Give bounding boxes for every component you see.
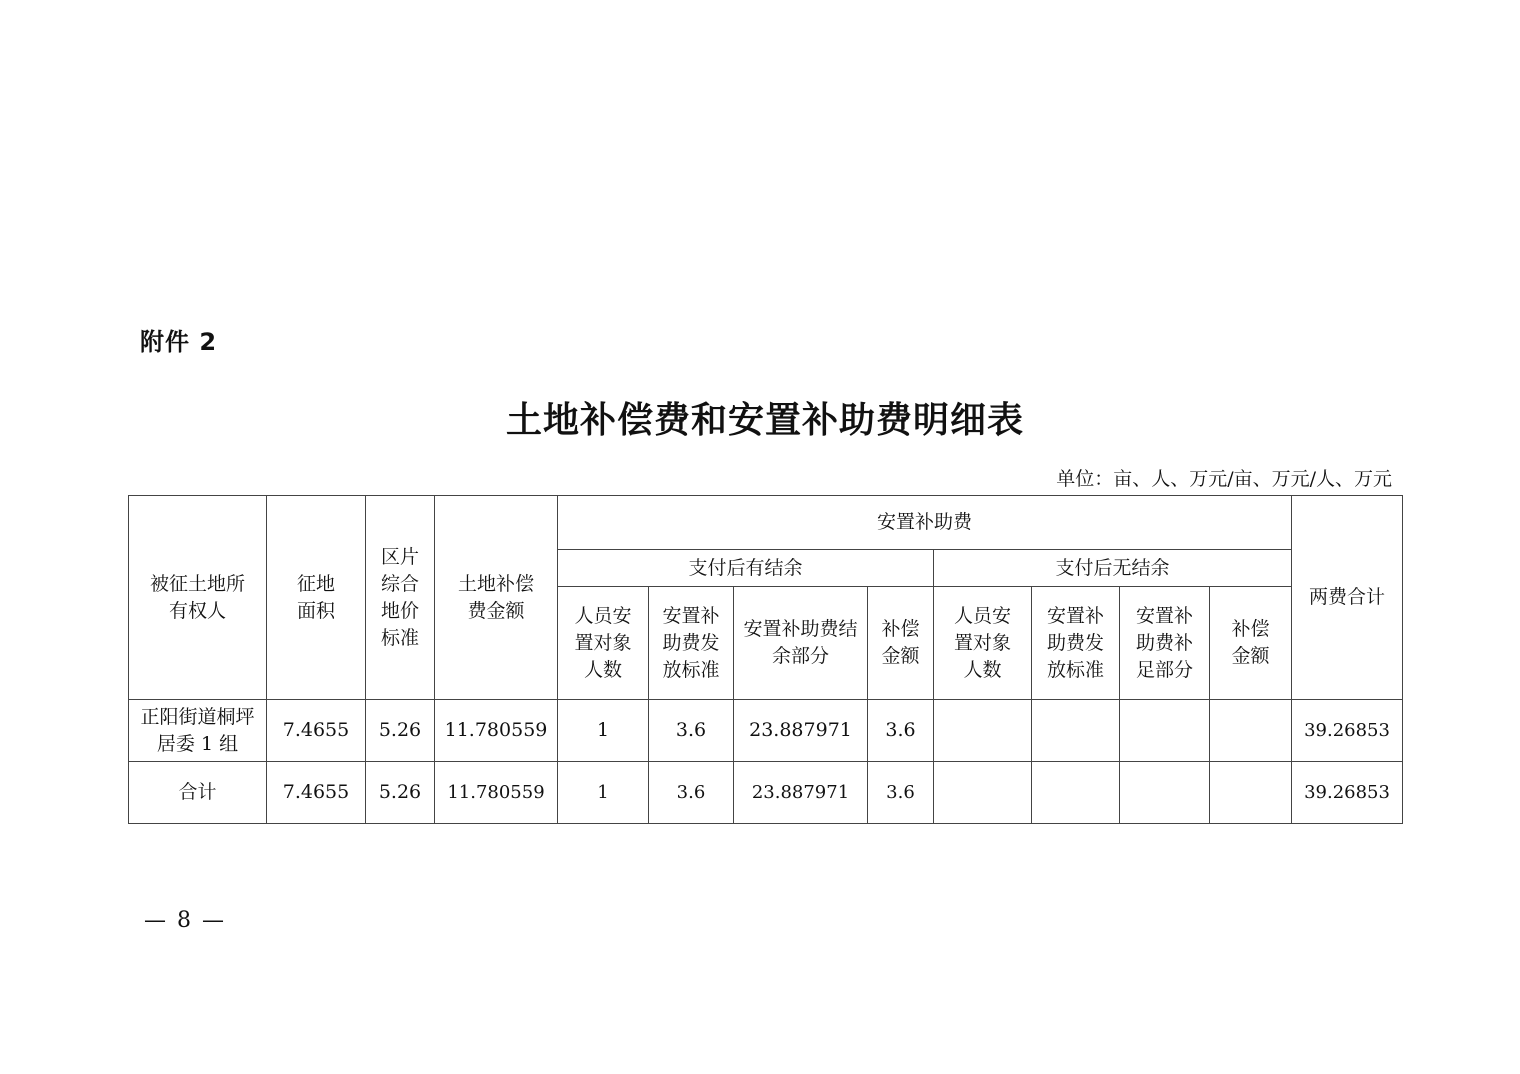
cell-ws-surplus: 23.887971 — [734, 762, 868, 824]
cell-wo-supplement — [1120, 762, 1210, 824]
cell-total: 39.26853 — [1292, 700, 1403, 762]
cell-wo-people — [934, 762, 1032, 824]
cell-ws-comp: 3.6 — [868, 700, 934, 762]
cell-wo-people — [934, 700, 1032, 762]
header-row-1 — [129, 496, 1403, 550]
header-ws-surplus: 安置补助费结余部分 — [734, 587, 868, 700]
cell-price: 5.26 — [366, 762, 435, 824]
header-without-surplus: 支付后无结余 — [934, 550, 1292, 587]
cell-ws-people: 1 — [558, 700, 649, 762]
cell-ws-standard: 3.6 — [649, 762, 734, 824]
cell-ws-surplus: 23.887971 — [734, 700, 868, 762]
cell-ws-standard: 3.6 — [649, 700, 734, 762]
compensation-table — [128, 495, 1403, 824]
header-wo-supplement: 安置补助费补足部分 — [1120, 587, 1210, 700]
cell-total: 39.26853 — [1292, 762, 1403, 824]
header-resettle: 安置补助费 — [558, 496, 1292, 550]
cell-land-comp: 11.780559 — [435, 762, 558, 824]
cell-wo-standard — [1032, 762, 1120, 824]
header-wo-standard: 安置补助费发放标准 — [1032, 587, 1120, 700]
table-row — [129, 700, 1403, 762]
cell-land-comp: 11.780559 — [435, 700, 558, 762]
header-wo-people: 人员安置对象人数 — [934, 587, 1032, 700]
table-row-total — [129, 762, 1403, 824]
header-owner: 被征土地所有权人 — [129, 496, 267, 700]
header-ws-people: 人员安置对象人数 — [558, 587, 649, 700]
header-price: 区片综合地价标准 — [366, 496, 435, 700]
cell-wo-comp — [1210, 762, 1292, 824]
cell-owner: 正阳街道桐坪居委 1 组 — [129, 700, 267, 762]
header-ws-standard: 安置补助费发放标准 — [649, 587, 734, 700]
cell-wo-comp — [1210, 700, 1292, 762]
cell-owner: 合计 — [129, 762, 267, 824]
attachment-label: 附件 2 — [140, 328, 218, 356]
header-with-surplus: 支付后有结余 — [558, 550, 934, 587]
header-wo-comp: 补偿金额 — [1210, 587, 1292, 700]
unit-note: 单位：亩、人、万元/亩、万元/人、万元 — [1056, 468, 1392, 490]
cell-area: 7.4655 — [267, 700, 366, 762]
page-title: 土地补偿费和安置补助费明细表 — [505, 399, 1024, 441]
header-area: 征地面积 — [267, 496, 366, 700]
page-number: — 8 — — [144, 908, 226, 933]
cell-price: 5.26 — [366, 700, 435, 762]
cell-wo-standard — [1032, 700, 1120, 762]
cell-area: 7.4655 — [267, 762, 366, 824]
header-land-comp: 土地补偿费金额 — [435, 496, 558, 700]
header-total: 两费合计 — [1292, 496, 1403, 700]
cell-wo-supplement — [1120, 700, 1210, 762]
cell-ws-comp: 3.6 — [868, 762, 934, 824]
header-ws-comp: 补偿金额 — [868, 587, 934, 700]
cell-ws-people: 1 — [558, 762, 649, 824]
